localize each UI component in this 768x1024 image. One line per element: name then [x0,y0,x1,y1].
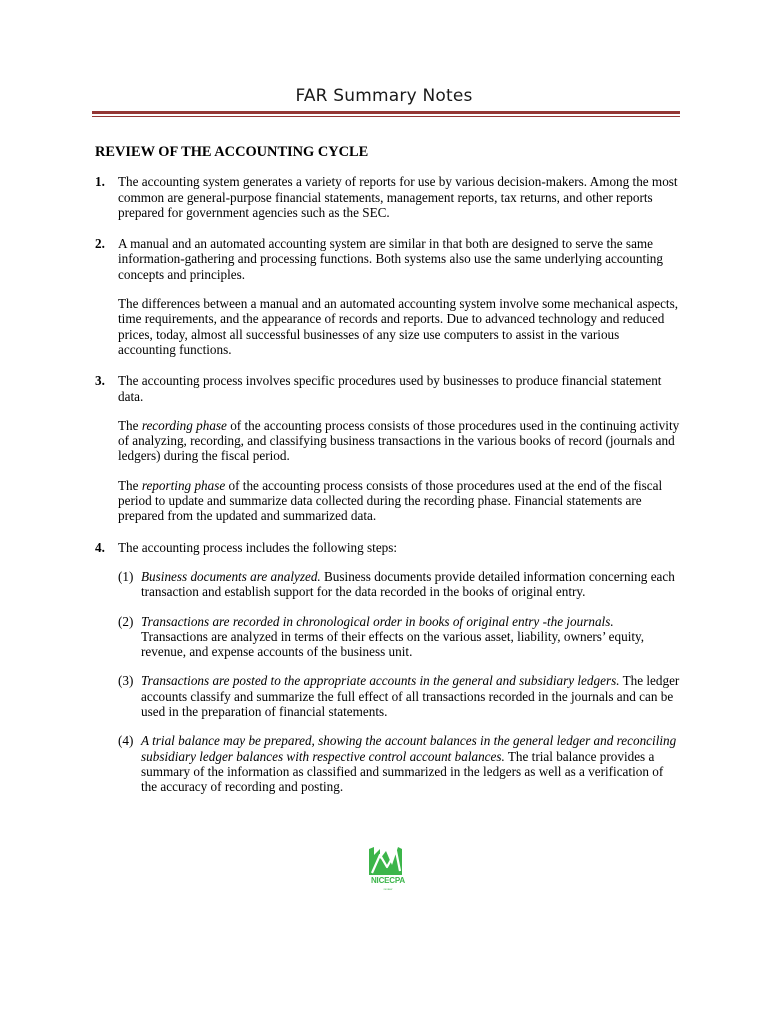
step-number: (4) [118,733,134,749]
step-emphasis: Transactions are posted to the appropriate accounts in the general and subsidiary ledgers. [141,673,620,689]
step-4 [118,733,680,794]
step-emphasis: Business documents are analyzed. [141,568,321,584]
step-number: (3) [118,673,134,689]
text-fragment: of the accounting process consists of those procedures used at the end of the fiscal period to update and summarize data collected during the recording phase. Financial statements are prepared from the updated and summarized data. [118,477,663,524]
list-item-3 [95,373,680,523]
step-text: Business documents provide detailed information concerning each transaction and establish support for the data recorded in the books of original entry. [141,568,675,600]
section-title: REVIEW OF THE ACCOUNTING CYCLE [95,144,369,160]
item-paragraph-reporting-phase [118,478,680,524]
list-item-1 [95,174,680,220]
item-paragraph: The accounting system generates a variety of reports for use by various decision-makers. Among the most common are general-purpose financial statements, management reports, tax returns, and other reports prepared for government agencies such as the SEC. [118,174,678,220]
logo-mark-icon [366,845,410,877]
list-item-2 [95,236,680,357]
item-number: 1. [95,174,105,190]
text-fragment: The [118,477,142,493]
document-body [95,145,680,811]
text-fragment: of the accounting process consists of those procedures used in the continuing activity of analyzing, recording, and classifying business transactions in the various books of record (journals and ledgers) during the fiscal period. [118,417,680,464]
item-paragraph: The differences between a manual and an automated accounting system involve some mechanical aspects, time requirements, and the appearance of records and reports. Due to advanced technology and reduced prices, today, almost all successful businesses of any size use computers to assist in the various accounting functions. [118,296,679,357]
step-number: (2) [118,613,134,629]
item-number: 2. [95,236,105,252]
item-intro: The accounting process includes the following steps: [118,539,398,555]
step-1 [118,569,680,600]
step-2 [118,614,680,660]
step-3 [118,673,680,719]
page-header-title: FAR Summary Notes [295,86,473,106]
header-rule-thick [92,111,680,114]
item-paragraph: The accounting process involves specific procedures used by businesses to produce financial statement data. [118,373,662,404]
item-paragraph-recording-phase [118,418,680,464]
step-text: The ledger accounts classify and summarize the full effect of all transactions recorded in the journals and can be used in the preparation of financial statements. [141,673,680,720]
step-emphasis: Transactions are recorded in chronological order in books of original entry -the journals. [141,613,614,629]
list-item-4 [95,540,680,795]
step-text: Transactions are analyzed in terms of their effects on the various asset, liability, owners’ equity, revenue, and expense accounts of the business unit. [141,628,645,660]
item-paragraph: A manual and an automated accounting system are similar in that both are designed to serve the same information-gathering and processing functions. Both systems also use the same underlying accounting concepts and principles. [118,236,663,282]
logo-subtext: review [383,887,393,891]
item-number: 4. [95,539,105,555]
emphasis-recording-phase: recording phase [141,417,227,433]
logo-wordmark: NICECPA [370,876,405,885]
header-rule-thin [92,116,680,117]
step-number: (1) [118,568,134,584]
step-emphasis: A trial balance may be prepared, showing the account balances in the general ledger and reconciling subsidiary ledger balances with respective control account balances. [141,733,677,764]
emphasis-reporting-phase: reporting phase [141,477,226,493]
nicecpa-logo [366,845,410,897]
item-number: 3. [95,373,105,389]
text-fragment: The [118,417,142,433]
step-text: The trial balance provides a summary of the information as classified and summarized in the ledgers as well as a verification of the accuracy of recording and posting. [141,748,664,795]
